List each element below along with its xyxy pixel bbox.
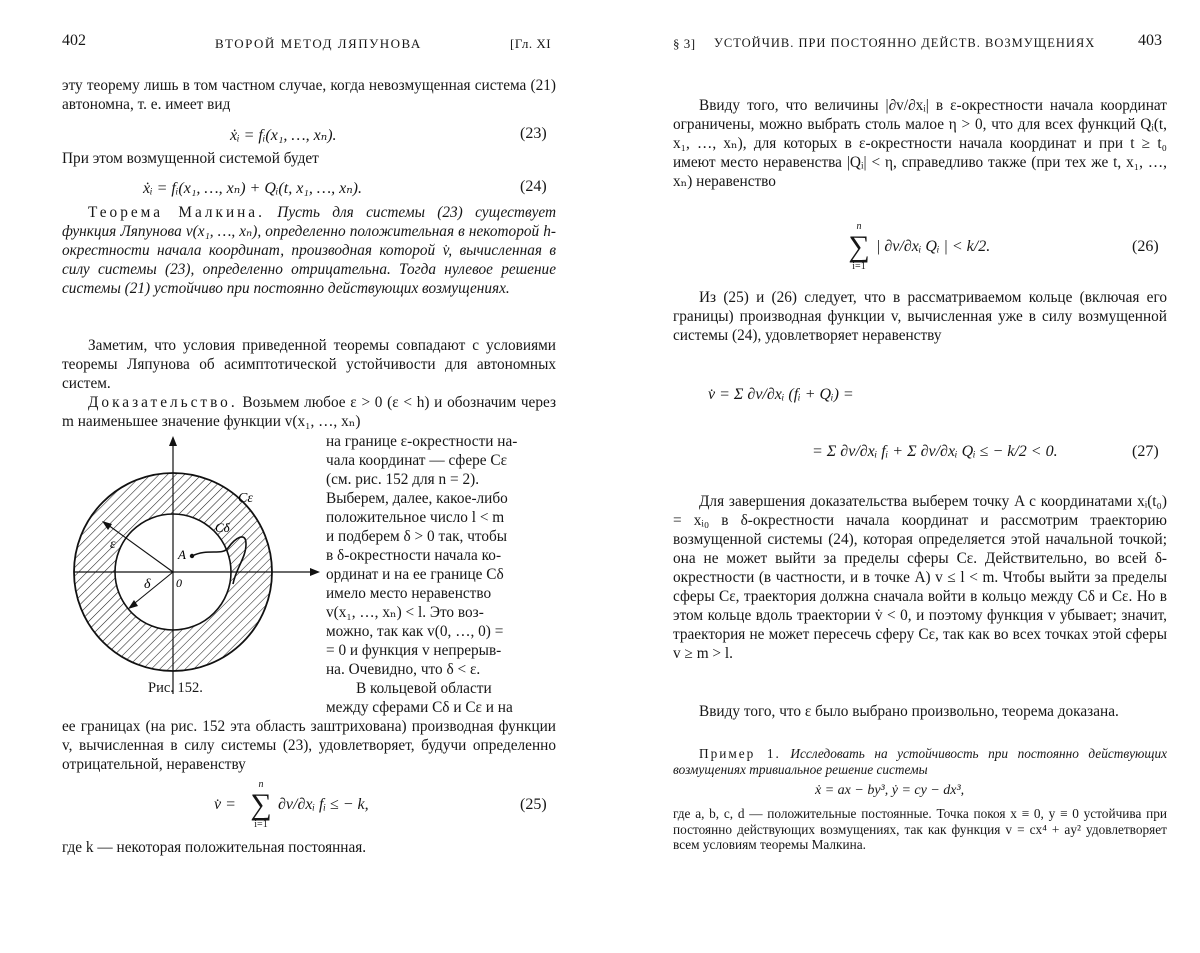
example-tail bbox=[673, 806, 1167, 853]
para-1 bbox=[673, 96, 1167, 191]
right-running-head: УСТОЙЧИВ. ПРИ ПОСТОЯННО ДЕЙСТВ. ВОЗМУЩЕНИЯХ bbox=[714, 36, 1096, 50]
proof-col-line: можно, так как v(0, …, 0) = bbox=[326, 623, 504, 640]
proof-col-line: положительное число l < m bbox=[326, 509, 505, 526]
left-page-number: 402 bbox=[62, 32, 86, 49]
label-eps: ε bbox=[110, 537, 116, 552]
chapter-ref: [Гл. XI bbox=[510, 36, 552, 51]
example-title: Пример 1. bbox=[699, 746, 781, 761]
para-4 bbox=[673, 702, 1167, 721]
proof-after-figure bbox=[62, 717, 556, 774]
point-a bbox=[190, 554, 194, 558]
proof-col-line: v(x₁, …, xₙ) < l. Это воз- bbox=[326, 604, 484, 621]
equation-25-number: (25) bbox=[520, 796, 547, 813]
example-body: Исследовать на устойчивость при постоянно действующих возмущениях тривиальное решение системы bbox=[673, 746, 1167, 777]
para-3 bbox=[673, 492, 1167, 663]
sum-lower-limit: i=1 bbox=[852, 261, 866, 272]
equation-25-sum bbox=[250, 780, 272, 830]
para-2-text: Из (25) и (26) следует, что в рассматриваемом кольце (включая его границы) производная функции v, вычисленная уже в силу возмущенной системы (24), удовлетворяет неравенству bbox=[673, 289, 1167, 344]
proof-title: Доказательство. bbox=[88, 394, 238, 411]
label-c-delta: Cδ bbox=[215, 520, 230, 535]
x-axis-arrow bbox=[310, 568, 320, 576]
proof-start-text: Возьмем любое ε > 0 (ε < h) и обозначим через m наименьшее значение функции v(x₁, …, xₙ) bbox=[62, 394, 556, 430]
equation-26: | ∂v/∂xᵢ Qᵢ | < k/2. bbox=[876, 238, 991, 255]
proof-after-figure-text: ее границах (на рис. 152 эта область заштрихована) производная функции v, вычисленная в силу системы (23), удовлетворяет, будучи определенно отрицательной, неравенству bbox=[62, 718, 556, 773]
proof-col-line: и подберем δ > 0 так, чтобы bbox=[326, 528, 508, 545]
label-origin: 0 bbox=[176, 576, 182, 590]
remark bbox=[62, 336, 556, 393]
proof-col-line: (см. рис. 152 для n = 2). bbox=[326, 471, 480, 488]
perturbed-intro-text: При этом возмущенной системой будет bbox=[62, 150, 319, 167]
figure-152 bbox=[70, 436, 325, 700]
equation-25-lhs: v̇ = bbox=[214, 796, 236, 813]
proof-col-line: между сферами Cδ и Cε и на bbox=[326, 699, 513, 716]
equation-26-number: (26) bbox=[1132, 238, 1159, 255]
figure-caption: Рис. 152. bbox=[148, 680, 203, 696]
para-4-text: Ввиду того, что ε было выбрано произвольно, теорема доказана. bbox=[699, 703, 1119, 720]
remark-text: Заметим, что условия приведенной теоремы совпадают с условиями теоремы Ляпунова об асимптотической устойчивости для автономных систем. bbox=[62, 337, 556, 392]
proof-col-line: В кольцевой области bbox=[356, 680, 492, 697]
example-tail-text: где a, b, c, d — положительные постоянные. Точка покоя x ≡ 0, y ≡ 0 устойчива при постоянно действующих возмущениях, так как функция v = cx⁴ + ay² удовлетворяет всем условиям теоремы Малкина. bbox=[673, 806, 1167, 852]
theorem-body: Пусть для системы (23) существует функция Ляпунова v(x₁, …, xₙ), определенно положительная в некоторой h-окрестности начала координат, производная которой v̇, вычисленная в силу системы (23), определенно отрицательна. Тогда нулевое решение системы (21) устойчиво при постоянно действующих возмущениях. bbox=[62, 204, 557, 297]
left-running-head: ВТОРОЙ МЕТОД ЛЯПУНОВА bbox=[215, 36, 422, 51]
theorem bbox=[62, 203, 556, 298]
equation-24-number: (24) bbox=[520, 178, 547, 195]
para-2 bbox=[673, 288, 1167, 345]
equation-26-sum bbox=[848, 222, 870, 272]
equation-27-line-1: v̇ = Σ ∂v/∂xᵢ (fᵢ + Qᵢ) = bbox=[708, 386, 854, 403]
example-system: ẋ = ax − by³, ẏ = cy − dx³, bbox=[815, 783, 965, 798]
para-1-text: Ввиду того, что величины |∂v/∂xᵢ| в ε-окрестности начала координат ограничены, можно выбрать столь малое η > 0, что для всех функций Qᵢ(t, x₁, …, xₙ), для которых в ε-окрестности начала координат и при t ≥ t₀ имеют место неравенства |Qᵢ| < η, справедливо также (при тех же t, x₁, …, xₙ) неравенство bbox=[673, 97, 1167, 190]
example-1 bbox=[673, 746, 1167, 777]
closing-text: где k — некоторая положительная постоянная. bbox=[62, 839, 367, 856]
label-a: A bbox=[178, 547, 186, 562]
proof-start bbox=[62, 393, 556, 431]
equation-23: ẋᵢ = fᵢ(x₁, …, xₙ). bbox=[230, 127, 337, 144]
sum-sign: ∑ bbox=[250, 788, 272, 821]
label-c-eps: Cε bbox=[238, 491, 253, 506]
intro-paragraph: эту теорему лишь в том частном случае, когда невозмущенная система (21) автономна, т. е. имеет вид bbox=[62, 77, 556, 113]
equation-27-number: (27) bbox=[1132, 443, 1159, 460]
theorem-title: Теорема Малкина. bbox=[88, 204, 265, 221]
proof-col-line: чала координат — сфере Cε bbox=[326, 452, 508, 469]
right-page-number: 403 bbox=[1138, 32, 1162, 49]
proof-col-line: ординат и на ее границе Cδ bbox=[326, 566, 504, 583]
label-delta: δ bbox=[144, 577, 151, 592]
proof-col-line: имело место неравенство bbox=[326, 585, 492, 602]
right-page bbox=[600, 0, 1200, 953]
equation-25-rhs: ∂v/∂xᵢ fᵢ ≤ − k, bbox=[278, 796, 369, 813]
equation-27-line-2: = Σ ∂v/∂xᵢ fᵢ + Σ ∂v/∂xᵢ Qᵢ ≤ − k/2 < 0. bbox=[812, 443, 1058, 460]
proof-col-line: Выберем, далее, какое-либо bbox=[326, 490, 508, 507]
para-3-text: Для завершения доказательства выберем точку A с координатами xᵢ(t₀) = xᵢ₀ в δ-окрестности начала координат и рассмотрим траекторию возмущенной системы (24), которая определяется этой начальной точкой; она не может выйти за пределы сферы Cε. Действительно, во всей δ-окрестности (в частности, и в точке A) v ≤ l < m. Чтобы выйти за пределы сферы Cε, траектория должна сначала войти в кольцо между Cδ и Cε. Но в этом кольце вдоль траектории v̇ < 0, и поэтому функция v убывает; значит, траектория не может пересечь сферу Cε, так как во всех точках этой сферы v ≥ m > l. bbox=[673, 493, 1167, 662]
section-ref: § 3] bbox=[673, 36, 696, 51]
closing bbox=[62, 838, 556, 857]
sum-lower-limit: i=1 bbox=[254, 819, 268, 830]
y-axis-arrow bbox=[169, 436, 177, 446]
proof-col-line: на границе ε-окрестности на- bbox=[326, 433, 518, 450]
sum-upper-limit: n bbox=[856, 221, 862, 232]
equation-23-number: (23) bbox=[520, 125, 547, 142]
sum-upper-limit: n bbox=[258, 779, 264, 790]
proof-col-line: = 0 и функция v непрерыв- bbox=[326, 642, 502, 659]
proof-col-line: на. Очевидно, что δ < ε. bbox=[326, 661, 481, 678]
proof-column bbox=[326, 432, 556, 717]
proof-col-line: в δ-окрестности начала ко- bbox=[326, 547, 502, 564]
intro-text bbox=[62, 76, 556, 114]
equation-24: ẋᵢ = fᵢ(x₁, …, xₙ) + Qᵢ(t, x₁, …, xₙ). bbox=[143, 180, 362, 197]
sum-sign: ∑ bbox=[848, 230, 870, 263]
perturbed-intro bbox=[62, 149, 556, 168]
